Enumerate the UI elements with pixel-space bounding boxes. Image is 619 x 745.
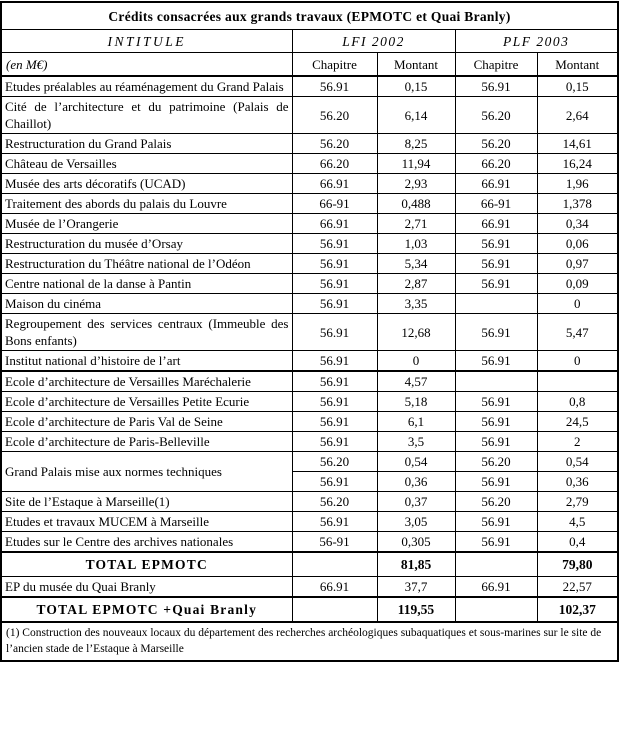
table-row	[1, 76, 618, 97]
table-row	[1, 577, 618, 598]
row-label: Etudes et travaux MUCEM à Marseille	[1, 512, 292, 532]
cell-montant-plf: 0	[537, 294, 618, 314]
row-label: Centre national de la danse à Pantin	[1, 274, 292, 294]
row-label: Regroupement des services centraux (Immeuble des Bons enfants)	[1, 314, 292, 351]
cell-montant-lfi: 11,94	[377, 154, 455, 174]
cell-chapitre-lfi: 56.91	[292, 432, 377, 452]
cell-montant-lfi: 4,57	[377, 371, 455, 392]
cell-chapitre-plf: 56.91	[455, 351, 537, 372]
cell-montant-lfi: 0,15	[377, 76, 455, 97]
cell-montant-lfi: 2,71	[377, 214, 455, 234]
table-row	[1, 174, 618, 194]
cell-chapitre-lfi: 56.91	[292, 314, 377, 351]
cell-montant-plf: 2,64	[537, 97, 618, 134]
row-label: EP du musée du Quai Branly	[1, 577, 292, 598]
header-sub-row	[1, 53, 618, 77]
cell-montant-lfi: 0,37	[377, 492, 455, 512]
table-row	[1, 351, 618, 372]
cell-montant-lfi: 2,93	[377, 174, 455, 194]
cell-chapitre-lfi: 56.91	[292, 512, 377, 532]
row-label: TOTAL EPMOTC +Quai Branly	[1, 597, 292, 622]
header-chapitre-plf: Chapitre	[455, 53, 537, 77]
cell-chapitre-plf: 56.20	[455, 452, 537, 472]
header-montant-lfi: Montant	[377, 53, 455, 77]
table-row	[1, 294, 618, 314]
cell-chapitre-plf: 66-91	[455, 194, 537, 214]
cell-chapitre-lfi: 56.20	[292, 97, 377, 134]
table-row	[1, 432, 618, 452]
cell-chapitre-lfi	[292, 597, 377, 622]
cell-montant-plf: 0,06	[537, 234, 618, 254]
cell-montant-plf: 1,96	[537, 174, 618, 194]
table-row	[1, 314, 618, 351]
row-label: Cité de l’architecture et du patrimoine (Palais de Chaillot)	[1, 97, 292, 134]
row-label: Ecole d’architecture de Paris Val de Seine	[1, 412, 292, 432]
cell-montant-lfi: 81,85	[377, 552, 455, 577]
cell-chapitre-plf: 56.91	[455, 512, 537, 532]
cell-chapitre-plf: 56.91	[455, 274, 537, 294]
header-plf-2003: PLF 2003	[455, 30, 618, 53]
cell-chapitre-plf: 56.20	[455, 492, 537, 512]
row-label: Etudes préalables au réaménagement du Grand Palais	[1, 76, 292, 97]
cell-montant-lfi: 6,1	[377, 412, 455, 432]
table-row	[1, 392, 618, 412]
cell-chapitre-plf: 56.20	[455, 97, 537, 134]
cell-montant-plf: 0	[537, 351, 618, 372]
header-lfi-2002: LFI 2002	[292, 30, 455, 53]
cell-montant-lfi: 6,14	[377, 97, 455, 134]
footnote-row	[1, 622, 618, 661]
row-label: Musée des arts décoratifs (UCAD)	[1, 174, 292, 194]
row-label: Site de l’Estaque à Marseille(1)	[1, 492, 292, 512]
cell-chapitre-plf	[455, 294, 537, 314]
table-row	[1, 532, 618, 553]
cell-chapitre-lfi: 56.91	[292, 392, 377, 412]
row-label: Ecole d’architecture de Versailles Maréchalerie	[1, 371, 292, 392]
cell-montant-plf: 0,15	[537, 76, 618, 97]
row-label: TOTAL EPMOTC	[1, 552, 292, 577]
table-row	[1, 371, 618, 392]
table-row	[1, 194, 618, 214]
cell-chapitre-lfi: 56.91	[292, 234, 377, 254]
cell-chapitre-lfi: 56-91	[292, 532, 377, 553]
cell-chapitre-lfi: 56.91	[292, 472, 377, 492]
row-label: Restructuration du Grand Palais	[1, 134, 292, 154]
total-row	[1, 552, 618, 577]
cell-montant-lfi: 0,36	[377, 472, 455, 492]
cell-montant-plf	[537, 371, 618, 392]
cell-chapitre-lfi: 66-91	[292, 194, 377, 214]
cell-montant-lfi: 119,55	[377, 597, 455, 622]
title-row	[1, 2, 618, 30]
cell-chapitre-plf: 56.91	[455, 412, 537, 432]
cell-chapitre-lfi: 56.91	[292, 294, 377, 314]
cell-montant-plf: 102,37	[537, 597, 618, 622]
cell-montant-lfi: 1,03	[377, 234, 455, 254]
row-label: Restructuration du Théâtre national de l’Odéon	[1, 254, 292, 274]
table-row	[1, 412, 618, 432]
cell-montant-lfi: 2,87	[377, 274, 455, 294]
cell-chapitre-plf	[455, 371, 537, 392]
cell-montant-plf: 0,4	[537, 532, 618, 553]
table-row	[1, 97, 618, 134]
cell-chapitre-lfi: 56.91	[292, 76, 377, 97]
cell-chapitre-plf: 56.91	[455, 314, 537, 351]
cell-chapitre-lfi: 56.20	[292, 134, 377, 154]
cell-montant-plf: 0,09	[537, 274, 618, 294]
cell-montant-plf: 0,36	[537, 472, 618, 492]
cell-chapitre-lfi: 66.91	[292, 577, 377, 598]
cell-chapitre-plf: 56.91	[455, 472, 537, 492]
credits-table	[0, 1, 619, 662]
cell-montant-plf: 79,80	[537, 552, 618, 577]
cell-montant-plf: 2	[537, 432, 618, 452]
table-row	[1, 214, 618, 234]
table-row	[1, 492, 618, 512]
table-body	[1, 76, 618, 622]
header-unit: (en M€)	[1, 53, 292, 77]
cell-montant-plf: 0,54	[537, 452, 618, 472]
cell-chapitre-plf: 56.91	[455, 254, 537, 274]
row-label: Musée de l’Orangerie	[1, 214, 292, 234]
cell-chapitre-lfi: 66.91	[292, 174, 377, 194]
cell-chapitre-lfi	[292, 552, 377, 577]
cell-chapitre-plf: 56.20	[455, 134, 537, 154]
cell-chapitre-lfi: 56.91	[292, 274, 377, 294]
cell-chapitre-plf: 56.91	[455, 532, 537, 553]
cell-montant-lfi: 3,5	[377, 432, 455, 452]
cell-chapitre-lfi: 56.20	[292, 492, 377, 512]
total-row	[1, 597, 618, 622]
row-label: Ecole d’architecture de Versailles Petite Ecurie	[1, 392, 292, 412]
table-row	[1, 234, 618, 254]
cell-montant-lfi: 37,7	[377, 577, 455, 598]
cell-montant-plf: 24,5	[537, 412, 618, 432]
cell-montant-plf: 1,378	[537, 194, 618, 214]
cell-chapitre-plf: 66.91	[455, 577, 537, 598]
row-label: Ecole d’architecture de Paris-Belleville	[1, 432, 292, 452]
cell-montant-lfi: 8,25	[377, 134, 455, 154]
cell-montant-plf: 14,61	[537, 134, 618, 154]
cell-montant-lfi: 0,488	[377, 194, 455, 214]
table-row	[1, 452, 618, 472]
header-chapitre-lfi: Chapitre	[292, 53, 377, 77]
cell-montant-lfi: 0,54	[377, 452, 455, 472]
table-row	[1, 134, 618, 154]
cell-montant-lfi: 0,305	[377, 532, 455, 553]
cell-chapitre-lfi: 56.91	[292, 351, 377, 372]
cell-chapitre-plf: 56.91	[455, 76, 537, 97]
cell-montant-plf: 22,57	[537, 577, 618, 598]
cell-montant-plf: 4,5	[537, 512, 618, 532]
header-intitule: INTITULE	[1, 30, 292, 53]
table-row	[1, 512, 618, 532]
cell-chapitre-lfi: 56.91	[292, 254, 377, 274]
cell-montant-lfi: 3,35	[377, 294, 455, 314]
cell-chapitre-plf	[455, 597, 537, 622]
header-montant-plf: Montant	[537, 53, 618, 77]
row-label: Etudes sur le Centre des archives nationales	[1, 532, 292, 553]
row-label: Institut national d’histoire de l’art	[1, 351, 292, 372]
cell-chapitre-plf: 66.91	[455, 214, 537, 234]
cell-montant-lfi: 5,18	[377, 392, 455, 412]
cell-chapitre-plf: 56.91	[455, 234, 537, 254]
cell-chapitre-plf	[455, 552, 537, 577]
cell-chapitre-lfi: 56.91	[292, 412, 377, 432]
cell-chapitre-plf: 56.91	[455, 432, 537, 452]
cell-chapitre-plf: 66.91	[455, 174, 537, 194]
cell-montant-plf: 5,47	[537, 314, 618, 351]
cell-montant-plf: 2,79	[537, 492, 618, 512]
cell-montant-plf: 16,24	[537, 154, 618, 174]
cell-montant-lfi: 3,05	[377, 512, 455, 532]
cell-chapitre-lfi: 66.20	[292, 154, 377, 174]
cell-montant-lfi: 0	[377, 351, 455, 372]
row-label: Château de Versailles	[1, 154, 292, 174]
row-label: Maison du cinéma	[1, 294, 292, 314]
cell-chapitre-lfi: 66.91	[292, 214, 377, 234]
header-group-row	[1, 30, 618, 53]
cell-montant-plf: 0,8	[537, 392, 618, 412]
cell-chapitre-lfi: 56.91	[292, 371, 377, 392]
cell-montant-plf: 0,34	[537, 214, 618, 234]
row-label: Restructuration du musée d’Orsay	[1, 234, 292, 254]
cell-montant-lfi: 5,34	[377, 254, 455, 274]
cell-montant-lfi: 12,68	[377, 314, 455, 351]
footnote: (1) Construction des nouveaux locaux du département des recherches archéologiques subaquatiques et sous-marines sur le site de l’ancien stade de l’Estaque à Marseille	[1, 622, 618, 661]
cell-montant-plf: 0,97	[537, 254, 618, 274]
cell-chapitre-plf: 56.91	[455, 392, 537, 412]
cell-chapitre-plf: 66.20	[455, 154, 537, 174]
row-label: Traitement des abords du palais du Louvre	[1, 194, 292, 214]
table-title: Crédits consacrées aux grands travaux (EPMOTC et Quai Branly)	[1, 2, 618, 30]
row-label: Grand Palais mise aux normes techniques	[1, 452, 292, 492]
table-row	[1, 254, 618, 274]
table-row	[1, 154, 618, 174]
table-row	[1, 274, 618, 294]
cell-chapitre-lfi: 56.20	[292, 452, 377, 472]
